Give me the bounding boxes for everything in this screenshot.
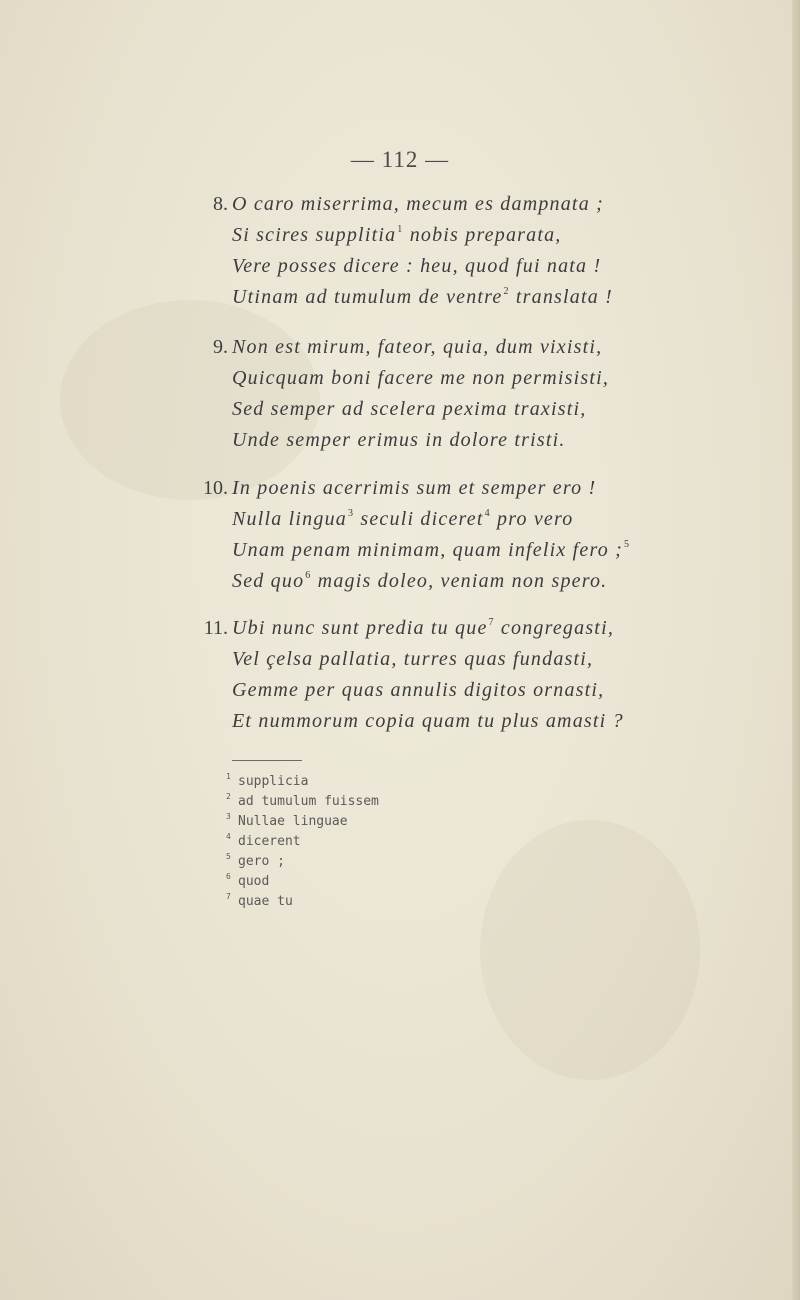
footnote-ref: 3 [347,508,355,519]
verse-line: Si scires supplitia$^1$ nobis preparata, [232,224,562,246]
stanza-number: 9. [213,336,228,358]
footnote-ref: 7 [488,617,495,628]
footnote [226,792,526,812]
footnote-text: supplicia [238,774,309,789]
footnote [226,892,526,912]
footnote [226,872,526,892]
verse-line: Ubi nunc sunt predia tu que$^7$ congregasti, [232,617,615,639]
stanza-number: 8. [213,193,228,215]
verse-line: O caro miserrima, mecum es dampnata ; [232,193,604,215]
footnote-text: ad tumulum fuissem [238,794,379,809]
footnote-mark: 6 [226,872,231,881]
footnote-text: quod [238,874,270,889]
verse-line: Nulla lingua$^3$ seculi diceret$^4$ pro vero [232,508,574,530]
verse-line: Sed quo$^6$ magis doleo, veniam non spero. [232,570,608,592]
footnotes [226,772,526,912]
footnote-text: gero ; [238,854,285,869]
footnote-mark: 5 [226,852,231,861]
footnote-ref: 6 [305,570,312,581]
footnote-ref: 4 [484,508,491,519]
footnote-mark: 4 [226,832,231,841]
footnote-text: quae tu [238,894,293,909]
verse-line: Vere posses dicere : heu, quod fui nata ! [232,255,602,277]
footnote [226,772,526,792]
footnote-rule [232,760,302,761]
footnote-mark: 3 [226,812,231,821]
footnote-ref: 5 [624,539,631,550]
footnote [226,812,526,832]
footnote-ref: 1 [397,224,404,235]
footnote-ref: 2 [503,286,510,297]
verse-line: Gemme per quas annulis digitos ornasti, [232,679,605,701]
verse-line: Unde semper erimus in dolore tristi. [232,429,566,451]
footnote-text: Nullae linguae [238,814,348,829]
footnote-mark: 1 [226,772,231,781]
page-number: — 112 — [350,147,450,172]
verse-line: Sed semper ad scelera pexima traxisti, [232,398,587,420]
verse-line: Quicquam boni facere me non permisisti, [232,367,610,389]
verse-line: Et nummorum copia quam tu plus amasti ? [232,710,624,732]
footnote-text: dicerent [238,834,301,849]
footnote [226,852,526,872]
footnote-mark: 7 [226,892,231,901]
verse-line: Unam penam minimam, quam infelix fero ;$^5$ [232,539,631,561]
footnote [226,832,526,852]
footnote-mark: 2 [226,792,231,801]
stanza-number: 11. [203,617,228,639]
verse-line: Non est mirum, fateor, quia, dum vixisti, [232,336,603,358]
verse-line: In poenis acerrimis sum et semper ero ! [232,477,597,499]
stanza-number: 10. [203,477,228,499]
verse-line: Utinam ad tumulum de ventre$^2$ translata ! [232,286,614,308]
page-edge [792,0,800,1300]
verse-line: Vel çelsa pallatia, turres quas fundasti, [232,648,594,670]
